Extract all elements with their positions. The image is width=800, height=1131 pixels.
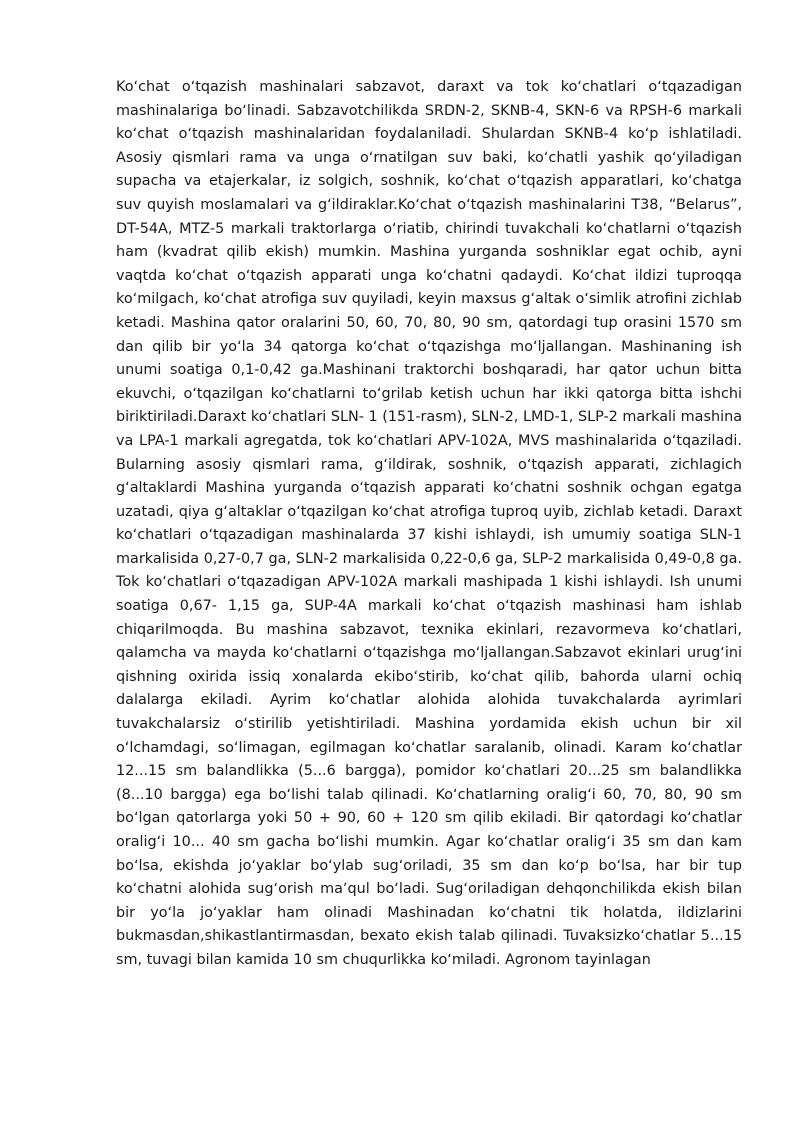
body-paragraph: Koʻchat oʻtqazish mashinalari sabzavot, daraxt va tok koʻchatlari oʻtqazadigan mashinalariga boʻlinadi. Sabzavotchilikda SRDN-2, SKNB-4, SKN-6 va RPSH-6 markali koʻchat oʻtqazish mashinalaridan foydalaniladi. Shulardan SKNB-4 koʻp ishlatiladi. Asosiy qismlari rama va unga oʻrnatilgan suv baki, koʻchatli yashik qoʻyiladigan supacha va etajerkalar, iz solgich, soshnik, koʻchat oʻtqazish apparatlari, koʻchatga suv quyish moslamalari va gʻildiraklar.Koʻchat oʻtqazish mashinalarini T38, “Belarus”, DT-54A, MTZ-5 markali traktorlarga oʻriatib, chirindi tuvakchali koʻchatlarni oʻtqazish ham (kvadrat qilib ekish) mumkin. Mashina yurganda soshniklar egat ochib, ayni vaqtda koʻchat oʻtqazish apparati unga koʻchatni qadaydi. Koʻchat ildizi tuproqqa koʻmilgach, koʻchat atrofiga suv quyiladi, keyin maxsus gʻaltak oʻsimlik atrofini zichlab ketadi. Mashina qator oralarini 50, 60, 70, 80, 90 sm, qatordagi tup orasini 1570 sm dan qilib bir yoʻla 34 qatorga koʻchat oʻtqazishga moʻljallangan. Mashinaning ish unumi soatiga 0,1-0,42 ga.Mashinani traktorchi boshqaradi, har qator uchun bitta ekuvchi, oʻtqazilgan koʻchatlarni toʻgrilab ketish uchun har ikki qatorga bitta ishchi biriktiriladi.Daraxt koʻchatlari SLN- 1 (151-rasm), SLN-2, LMD-1, SLP-2 markali mashina va LPA-1 markali agregatda, tok koʻchatlari APV-102A, MVS mashinalarida oʻtqaziladi. Bularning asosiy qismlari rama, gʻildirak, soshnik, oʻtqazish apparati, zichlagich gʻaltaklardi Mashina yurganda oʻtqazish apparati koʻchatni soshnik ochgan egatga uzatadi, qiya gʻaltaklar oʻtqazilgan koʻchat atrofiga tuproq uyib, zichlab ketadi. Daraxt koʻchatlari oʻtqazadigan mashinalarda 37 kishi ishlaydi, ish umumiy soatiga SLN-1 markalisida 0,27-0,7 ga, SLN-2 markalisida 0,22-0,6 ga, SLP-2 markalisida 0,49-0,8 ga. Tok koʻchatlari oʻtqazadigan APV-102A markali mashipada 1 kishi ishlaydi. Ish unumi soatiga 0,67- 1,15 ga, SUP-4A markali koʻchat oʻtqazish mashinasi ham ishlab chiqarilmoqda. Bu mashina sabzavot, texnika ekinlari, rezavormeva koʻchatlari, qalamcha va mayda koʻchatlarni oʻtqazishga moʻljallangan.Sabzavot ekinlari urugʻini qishning oxirida issiq xonalarda ekiboʻstirib, koʻchat qilib, bahorda ularni ochiq dalalarga ekiladi. Ayrim koʻchatlar alohida alohida tuvakchalarda ayrimlari tuvakchalarsiz oʻstirilib yetishtiriladi. Mashina yordamida ekish uchun bir xil oʻlchamdagi, soʻlimagan, egilmagan koʻchatlar saralanib, olinadi. Karam koʻchatlar 12...15 sm balandlikka (5...6 bargga), pomidor koʻchatlari 20...25 sm balandlikka (8...10 bargga) ega boʻlishi talab qilinadi. Koʻchatlarning oraligʻi 60, 70, 80, 90 sm boʻlgan qatorlarga yoki 50 + 90, 60 + 120 sm qilib ekiladi. Bir qatordagi koʻchatlar oraligʻi 10... 40 sm gacha boʻlishi mumkin. Agar koʻchatlar oraligʻi 35 sm dan kam boʻlsa, ekishda joʻyaklar boʻylab sugʻoriladi, 35 sm dan koʻp boʻlsa, har bir tup koʻchatni alohida sugʻorish maʼqul boʻladi. Sugʻoriladigan dehqonchilikda ekish bilan bir yoʻla joʻyaklar ham olinadi Mashinadan koʻchatni tik holatda, ildizlarini bukmasdan,shikastlantirmasdan, bexato ekish talab qilinadi. Tuvaksizkoʻchatlar 5...15 sm, tuvagi bilan kamida 10 sm chuqurlikka koʻmiladi. Agronom tayinlagan [116, 79, 743, 968]
